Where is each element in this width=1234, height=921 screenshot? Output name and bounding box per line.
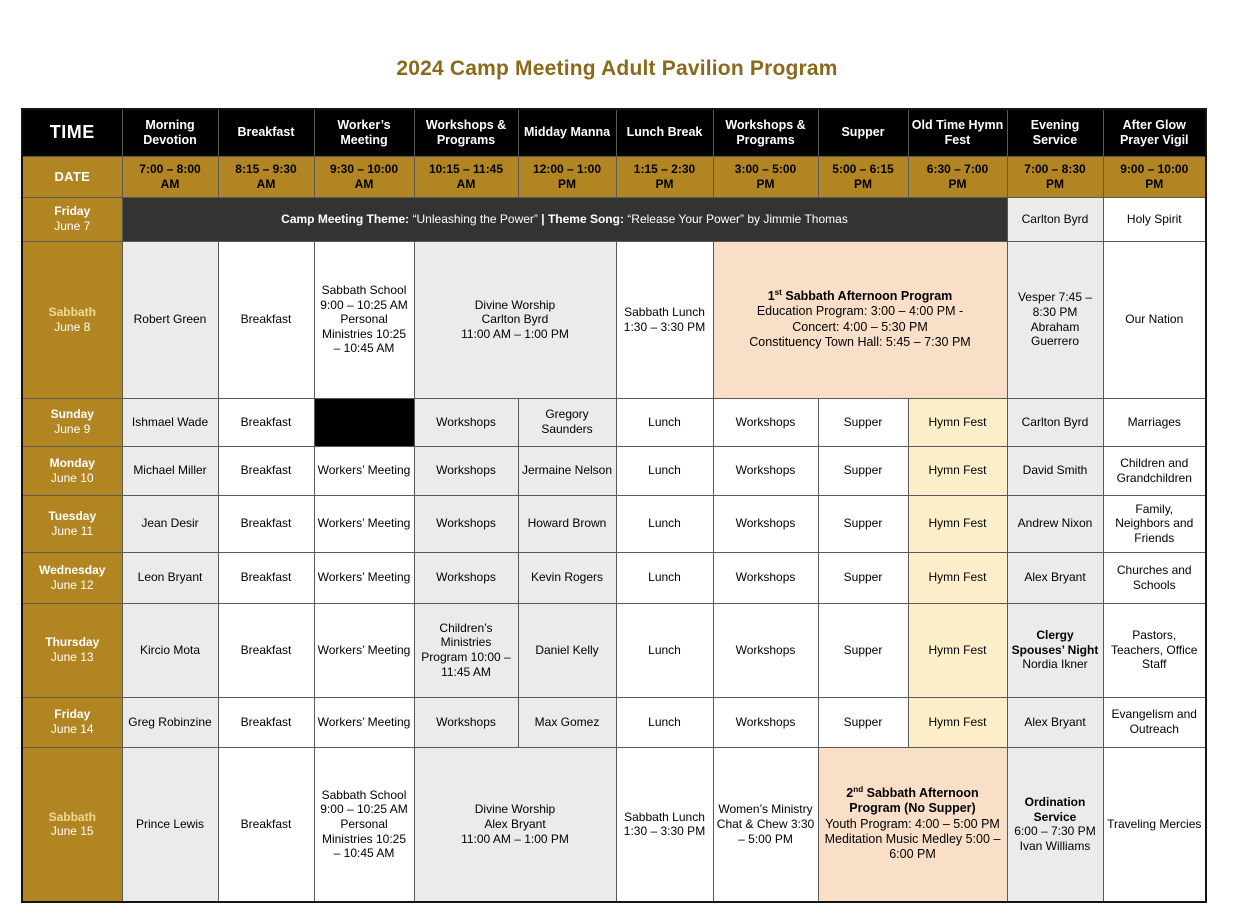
schedule-cell: [1103, 241, 1206, 398]
schedule-cell: [1007, 495, 1103, 552]
schedule-cell: [908, 552, 1007, 603]
cell-text: Leon Bryant: [137, 570, 203, 585]
schedule-cell: [616, 697, 713, 747]
column-header: Lunch Break: [616, 109, 713, 156]
schedule-cell: [122, 241, 218, 398]
schedule-cell: [414, 398, 518, 446]
cell-text: 11:00 AM – 1:00 PM: [461, 326, 569, 341]
schedule-cell: [818, 495, 908, 552]
column-header: Midday Manna: [518, 109, 616, 156]
column-time: 6:30 – 7:00 PM: [908, 156, 1007, 197]
cell-text: Workers’ Meeting: [317, 463, 411, 478]
row-day-cell: [22, 603, 122, 697]
day-name: Sunday: [50, 407, 94, 422]
cell-text: Hymn Fest: [928, 516, 987, 531]
cell-text: Clergy Spouses’ Night: [1011, 628, 1099, 657]
cell-text: Breakfast: [240, 642, 292, 657]
schedule-cell: [908, 603, 1007, 697]
day-name: Thursday: [45, 635, 100, 650]
day-date: June 7: [54, 219, 91, 233]
column-header: Morning Devotion: [122, 109, 218, 156]
cell-text: Education Program: 3:00 – 4:00 PM -: [756, 304, 964, 319]
column-time: 12:00 – 1:00 PM: [518, 156, 616, 197]
cell-text: Ishmael Wade: [131, 414, 209, 429]
cell-text: Workshops: [436, 463, 496, 478]
schedule-row: [22, 747, 1206, 902]
row-day-cell: [22, 747, 122, 902]
cell-text: Sabbath School 9:00 – 10:25 AM Personal Ministries 10:25 – 10:45 AM: [320, 282, 408, 356]
schedule-cell: [414, 495, 518, 552]
schedule-cell: [713, 747, 818, 902]
schedule-cell: [122, 495, 218, 552]
page-title: 2024 Camp Meeting Adult Pavilion Program: [396, 57, 838, 80]
column-header: Supper: [818, 109, 908, 156]
cell-text: Howard Brown: [527, 516, 607, 531]
schedule-cell: [1103, 603, 1206, 697]
schedule-cell: [616, 446, 713, 495]
cell-text: Jean Desir: [141, 516, 199, 531]
cell-text: Hymn Fest: [928, 570, 987, 585]
schedule-cell: [713, 446, 818, 495]
schedule-cell: [414, 241, 616, 398]
schedule-cell: [122, 697, 218, 747]
cell-text: Workers’ Meeting: [317, 570, 411, 585]
cell-text: Sabbath School 9:00 – 10:25 AM Personal Ministries 10:25 – 10:45 AM: [320, 787, 408, 861]
day-name: Tuesday: [48, 508, 97, 523]
day-name: Monday: [49, 455, 95, 470]
cell-text: Lunch: [648, 714, 681, 729]
schedule-cell: [518, 603, 616, 697]
schedule-cell: [713, 495, 818, 552]
row-day-cell: [22, 697, 122, 747]
cell-text: Concert: 4:00 – 5:30 PM: [792, 319, 928, 334]
cell-text: Workshops: [735, 463, 796, 478]
date-header: DATE: [22, 156, 122, 197]
cell-text: Workshops: [735, 516, 796, 531]
cell-text: 2nd Sabbath Afternoon Program (No Supper): [846, 784, 979, 816]
cell-text: Supper: [843, 642, 883, 657]
cell-text: Youth Program: 4:00 – 5:00 PM: [825, 816, 1000, 831]
day-date: June 15: [50, 824, 94, 839]
schedule-cell: [1007, 241, 1103, 398]
cell-text: Workers’ Meeting: [317, 516, 411, 531]
schedule-cell: [908, 697, 1007, 747]
cell-text: Alex Bryant: [1024, 570, 1086, 585]
schedule-cell: [1007, 446, 1103, 495]
day-date: June 10: [50, 470, 94, 485]
cell-text: Breakfast: [240, 570, 292, 585]
cell-text: Greg Robinzine: [128, 714, 212, 729]
cell-text: Workers’ Meeting: [317, 642, 411, 657]
schedule-cell: [218, 603, 314, 697]
column-time: 5:00 – 6:15 PM: [818, 156, 908, 197]
schedule-cell: [1103, 446, 1206, 495]
schedule-row: [22, 398, 1206, 446]
time-header: TIME: [22, 109, 122, 156]
cell-text: Sabbath Lunch 1:30 – 3:30 PM: [623, 809, 706, 839]
schedule-cell: [314, 495, 414, 552]
schedule-cell: [1007, 398, 1103, 446]
schedule-header: [22, 109, 1206, 197]
day-date: June 11: [51, 523, 94, 538]
cell-text: Children’s Ministries Program 10:00 – 11:45 AM: [421, 620, 511, 679]
cell-text: Hymn Fest: [928, 714, 987, 729]
cell-text: Breakfast: [240, 312, 292, 327]
column-time: 8:15 – 9:30 AM: [218, 156, 314, 197]
schedule-cell: [314, 603, 414, 697]
cell-text: Workshops: [436, 414, 496, 429]
schedule-cell: [908, 446, 1007, 495]
schedule-cell: [616, 747, 713, 902]
row-day-cell: [22, 398, 122, 446]
column-time: 9:30 – 10:00 AM: [314, 156, 414, 197]
cell-text: 1st Sabbath Afternoon Program: [767, 287, 953, 303]
cell-text: Vesper 7:45 – 8:30 PM Abraham Guerrero: [1017, 290, 1093, 349]
row-day-cell: [22, 495, 122, 552]
schedule-cell: [1007, 197, 1103, 241]
cell-text: Divine Worship: [474, 297, 556, 312]
cell-text: Max Gomez: [534, 714, 600, 729]
cell-text: Workshops: [436, 714, 496, 729]
cell-text: Our Nation: [1125, 312, 1184, 327]
cell-text: Traveling Mercies: [1107, 816, 1202, 831]
day-name: Wednesday: [39, 562, 106, 577]
schedule-cell: [616, 398, 713, 446]
schedule-cell: [908, 398, 1007, 446]
cell-text: Lunch: [648, 463, 681, 478]
cell-text: Prince Lewis: [135, 816, 205, 831]
schedule-cell: [518, 495, 616, 552]
schedule-cell: [414, 552, 518, 603]
day-date: June 9: [54, 422, 91, 436]
schedule-cell: [1103, 747, 1206, 902]
cell-text: Alex Bryant: [484, 816, 546, 831]
cell-text: Pastors, Teachers, Office Staff: [1111, 628, 1198, 672]
cell-text: Breakfast: [240, 414, 292, 429]
column-header: Worker’s Meeting: [314, 109, 414, 156]
cell-text: Kevin Rogers: [530, 570, 604, 585]
cell-text: Breakfast: [240, 714, 292, 729]
cell-text: Hymn Fest: [928, 642, 987, 657]
column-time: 7:00 – 8:00 AM: [122, 156, 218, 197]
schedule-cell: [818, 398, 908, 446]
cell-text: Supper: [843, 516, 883, 531]
schedule-cell: [414, 697, 518, 747]
blackout-cell: [314, 398, 414, 446]
cell-text: Divine Worship: [474, 802, 556, 817]
column-header: Old Time Hymn Fest: [908, 109, 1007, 156]
schedule-cell: [122, 552, 218, 603]
row-day-cell: [22, 552, 122, 603]
theme-banner-cell: [122, 197, 1007, 241]
sabbath-program-cell: [818, 747, 1007, 902]
schedule-cell: [1007, 697, 1103, 747]
day-date: June 13: [50, 650, 94, 664]
cell-text: Ivan Williams: [1019, 838, 1091, 853]
cell-text: Workshops: [436, 516, 496, 531]
cell-text: Children and Grandchildren: [1116, 455, 1192, 485]
schedule-cell: [1103, 697, 1206, 747]
schedule-cell: [713, 697, 818, 747]
schedule-cell: [218, 446, 314, 495]
schedule-cell: [218, 697, 314, 747]
schedule-cell: [713, 603, 818, 697]
cell-text: Ordination Service: [1024, 795, 1086, 824]
schedule-cell: [414, 446, 518, 495]
cell-text: Jermaine Nelson: [521, 463, 613, 478]
schedule-cell: [1103, 398, 1206, 446]
cell-text: Breakfast: [240, 516, 292, 531]
schedule-cell: [218, 241, 314, 398]
cell-text: Nordia Ikner: [1022, 657, 1088, 672]
schedule-cell: [1103, 197, 1206, 241]
schedule-cell: [818, 697, 908, 747]
cell-text: Workshops: [436, 570, 496, 585]
cell-text: Kircio Mota: [139, 642, 201, 657]
day-name: Friday: [54, 204, 91, 219]
column-header: Workshops & Programs: [713, 109, 818, 156]
schedule-row: [22, 697, 1206, 747]
schedule-cell: [218, 495, 314, 552]
cell-text: Carlton Byrd: [1021, 211, 1089, 226]
column-header: Breakfast: [218, 109, 314, 156]
cell-text: Workshops: [735, 570, 796, 585]
day-date: June 14: [50, 722, 94, 736]
schedule-row: [22, 552, 1206, 603]
schedule-cell: [616, 495, 713, 552]
cell-text: Camp Meeting Theme: “Unleashing the Power” | Theme Song: “Release Your Power” by Jimmie Thomas: [281, 211, 848, 226]
cell-text: Carlton Byrd: [1021, 414, 1089, 429]
cell-text: Lunch: [648, 516, 681, 531]
row-day-cell: [22, 197, 122, 241]
cell-text: Workers’ Meeting: [317, 714, 411, 729]
cell-text: David Smith: [1022, 463, 1088, 478]
schedule-cell: [414, 747, 616, 902]
schedule-cell: [616, 603, 713, 697]
schedule-cell: [616, 241, 713, 398]
schedule-cell: [713, 398, 818, 446]
schedule-cell: [314, 747, 414, 902]
schedule-cell: [314, 552, 414, 603]
cell-text: Hymn Fest: [928, 463, 987, 478]
cell-text: Alex Bryant: [1024, 714, 1086, 729]
cell-text: Supper: [843, 463, 883, 478]
cell-text: Holy Spirit: [1126, 211, 1182, 226]
cell-text: Meditation Music Medley 5:00 – 6:00 PM: [824, 831, 1001, 862]
day-date: June 8: [54, 319, 91, 334]
schedule-row: [22, 603, 1206, 697]
schedule-cell: [1007, 603, 1103, 697]
schedule-cell: [518, 446, 616, 495]
schedule-cell: [908, 495, 1007, 552]
schedule-cell: [616, 552, 713, 603]
schedule-table: [21, 108, 1207, 903]
schedule-row: [22, 446, 1206, 495]
schedule-cell: [1007, 747, 1103, 902]
schedule-cell: [122, 747, 218, 902]
column-time: 1:15 – 2:30 PM: [616, 156, 713, 197]
schedule-cell: [713, 552, 818, 603]
column-time: 3:00 – 5:00 PM: [713, 156, 818, 197]
schedule-body: [22, 197, 1206, 902]
schedule-cell: [518, 552, 616, 603]
cell-text: 6:00 – 7:30 PM: [1014, 824, 1096, 839]
schedule-cell: [518, 398, 616, 446]
cell-text: 11:00 AM – 1:00 PM: [461, 831, 569, 846]
cell-text: Marriages: [1127, 414, 1181, 429]
day-date: June 12: [50, 577, 94, 592]
schedule-cell: [122, 603, 218, 697]
cell-text: Evangelism and Outreach: [1111, 707, 1197, 736]
cell-text: Lunch: [648, 642, 681, 657]
day-name: Friday: [54, 707, 91, 722]
schedule-cell: [314, 241, 414, 398]
schedule-cell: [1103, 495, 1206, 552]
schedule-cell: [818, 446, 908, 495]
day-name: Sabbath: [48, 304, 96, 319]
schedule-cell: [218, 747, 314, 902]
cell-text: Workshops: [735, 714, 796, 729]
cell-text: Lunch: [648, 570, 681, 585]
cell-text: Carlton Byrd: [481, 312, 549, 327]
cell-text: Supper: [843, 414, 883, 429]
cell-text: Michael Miller: [133, 463, 207, 478]
schedule-cell: [818, 603, 908, 697]
schedule-cell: [218, 552, 314, 603]
cell-text: Lunch: [648, 414, 681, 429]
cell-text: Breakfast: [240, 463, 292, 478]
cell-text: Workshops: [735, 642, 796, 657]
schedule-row: [22, 241, 1206, 398]
schedule-cell: [518, 697, 616, 747]
column-header: Workshops & Programs: [414, 109, 518, 156]
cell-text: Gregory Saunders: [541, 407, 593, 436]
schedule-cell: [218, 398, 314, 446]
column-header: Evening Service: [1007, 109, 1103, 156]
cell-text: Workshops: [735, 414, 796, 429]
schedule-cell: [818, 552, 908, 603]
cell-text: Andrew Nixon: [1017, 516, 1093, 531]
row-day-cell: [22, 446, 122, 495]
day-name: Sabbath: [48, 809, 96, 824]
cell-text: Sabbath Lunch 1:30 – 3:30 PM: [623, 304, 706, 334]
column-time: 10:15 – 11:45 AM: [414, 156, 518, 197]
schedule-cell: [122, 398, 218, 446]
schedule-row: [22, 197, 1206, 241]
cell-text: Hymn Fest: [928, 414, 987, 429]
cell-text: Constituency Town Hall: 5:45 – 7:30 PM: [749, 334, 971, 349]
sabbath-program-cell: [713, 241, 1007, 398]
column-header: After Glow Prayer Vigil: [1103, 109, 1206, 156]
cell-text: Churches and Schools: [1116, 562, 1192, 592]
schedule-cell: [414, 603, 518, 697]
schedule-cell: [122, 446, 218, 495]
row-day-cell: [22, 241, 122, 398]
schedule-cell: [1103, 552, 1206, 603]
schedule-cell: [314, 697, 414, 747]
column-time: 9:00 – 10:00 PM: [1103, 156, 1206, 197]
cell-text: Breakfast: [240, 816, 292, 831]
cell-text: Daniel Kelly: [535, 642, 599, 657]
cell-text: Women’s Ministry Chat & Chew 3:30 – 5:00 PM: [716, 802, 815, 846]
cell-text: Supper: [843, 714, 883, 729]
cell-text: Family, Neighbors and Friends: [1115, 501, 1194, 545]
cell-text: Robert Green: [133, 312, 207, 327]
cell-text: Supper: [843, 570, 883, 585]
column-time: 7:00 – 8:30 PM: [1007, 156, 1103, 197]
schedule-cell: [1007, 552, 1103, 603]
schedule-row: [22, 495, 1206, 552]
schedule-cell: [314, 446, 414, 495]
